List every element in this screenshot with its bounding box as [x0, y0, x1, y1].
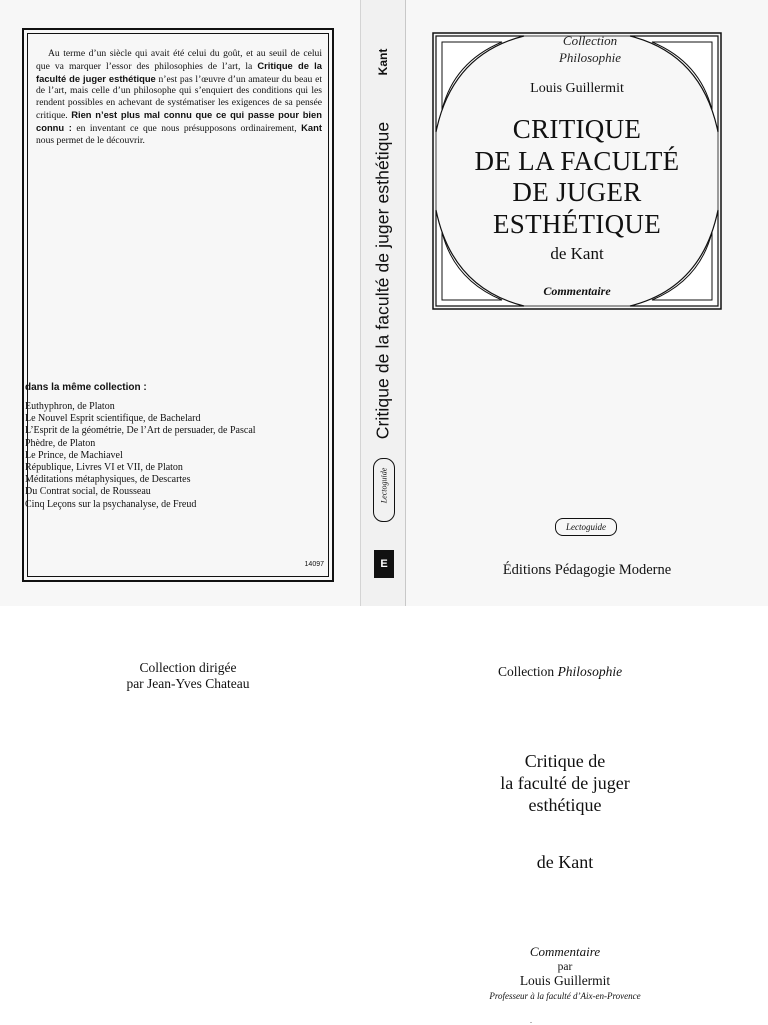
collection-list	[25, 401, 325, 511]
blurb-text-1: Au terme d’un siècle qui avait été celui du goût, et au seuil de celui que va marquer l’essor des philosophies de l’art, la	[36, 48, 322, 72]
title-page-de-kant: de Kant	[536, 852, 594, 872]
front-title	[432, 114, 722, 240]
front-author: Louis Guillermit	[530, 81, 624, 96]
blurb-bold-quote: Rien n’est plus mal connu que ce qui passe pour bien connu :	[36, 108, 322, 133]
collection-heading: dans la même collection :	[25, 382, 147, 393]
blurb-text-4: nous permet de le découvrir.	[36, 134, 145, 146]
collection-item: L’Esprit de la géométrie, De l’Art de persuader, de Pascal	[25, 425, 256, 437]
front-de-kant: de Kant	[550, 244, 604, 263]
collection-item: Du Contrat social, de Rousseau	[25, 486, 151, 498]
publisher-logo-icon: E	[374, 550, 394, 578]
front-commentaire: Commentaire	[543, 284, 611, 298]
spine-badge-label: Lectoguide	[379, 467, 389, 504]
book-spine	[360, 0, 406, 606]
collection-label	[540, 32, 640, 66]
page-mark: .	[530, 1016, 532, 1025]
title-page-collection	[460, 664, 660, 680]
title-page-title-line: la faculté de juger	[500, 773, 630, 793]
series-editor-line2: par Jean-Yves Chateau	[126, 676, 250, 691]
publisher-name: Éditions Pédagogie Moderne	[502, 562, 672, 578]
collection-prefix: Collection	[497, 664, 558, 679]
collection-item: Euthyphron, de Platon	[25, 401, 115, 412]
front-cover	[410, 0, 768, 606]
spine-lectoguide-badge	[373, 458, 395, 522]
title-page-title-line: Critique de	[524, 751, 606, 771]
front-lectoguide-badge: Lectoguide	[555, 518, 617, 536]
title-page-affiliation: Professeur à la faculté d’Aix-en-Provence	[489, 991, 641, 1001]
collection-label-line1: Collection	[562, 33, 618, 48]
back-cover	[22, 28, 334, 582]
front-title-line: DE JUGER	[512, 177, 642, 207]
collection-item: Le Prince, de Machiavel	[25, 449, 123, 461]
collection-item: Le Nouvel Esprit scientifique, de Bachelard	[25, 413, 201, 425]
blurb-text-3: en inventant ce que nous présupposons ordinairement,	[71, 122, 302, 134]
title-pages	[0, 606, 768, 1024]
series-editor-line1: Collection dirigée	[139, 660, 237, 675]
front-title-line: DE LA FACULTÉ	[474, 145, 680, 176]
spine-author: Kant	[376, 48, 390, 76]
collection-item: Phèdre, de Platon	[25, 437, 96, 449]
collection-item: République, Livres VI et VII, de Platon	[25, 462, 183, 474]
back-cover-blurb	[36, 48, 322, 146]
title-page-commentaire: Commentaire	[529, 944, 601, 959]
collection-label-line2: Philosophie	[558, 50, 622, 65]
blurb-bold-kant: Kant	[301, 121, 322, 133]
blurb-text-2: n’est pas l’œuvre d’un amateur du beau et de l’art, mais celle d’un philosophe qui s’enquiert des conditions qui les rendent possibles en achevant de systématiser les exigences de sa pensée critique.	[36, 73, 322, 121]
front-title-line: CRITIQUE	[512, 114, 642, 144]
catalog-code: 14097	[304, 561, 324, 568]
title-page-title-line: esthétique	[528, 795, 602, 815]
title-page-title	[440, 750, 690, 816]
collection-item: Cinq Leçons sur la psychanalyse, de Freud	[25, 498, 197, 510]
blurb-bold-title: Critique de la faculté de juger esthétique	[36, 59, 322, 84]
title-page-par: par	[557, 961, 573, 973]
spine-title: Critique de la faculté de juger esthétique	[372, 121, 393, 440]
front-title-line: ESTHÉTIQUE	[493, 208, 661, 239]
title-page-author: Louis Guillermit	[519, 973, 611, 988]
collection-name: Philosophie	[557, 664, 623, 679]
series-editor-note	[88, 660, 288, 692]
collection-item: Méditations métaphysiques, de Descartes	[25, 474, 191, 486]
